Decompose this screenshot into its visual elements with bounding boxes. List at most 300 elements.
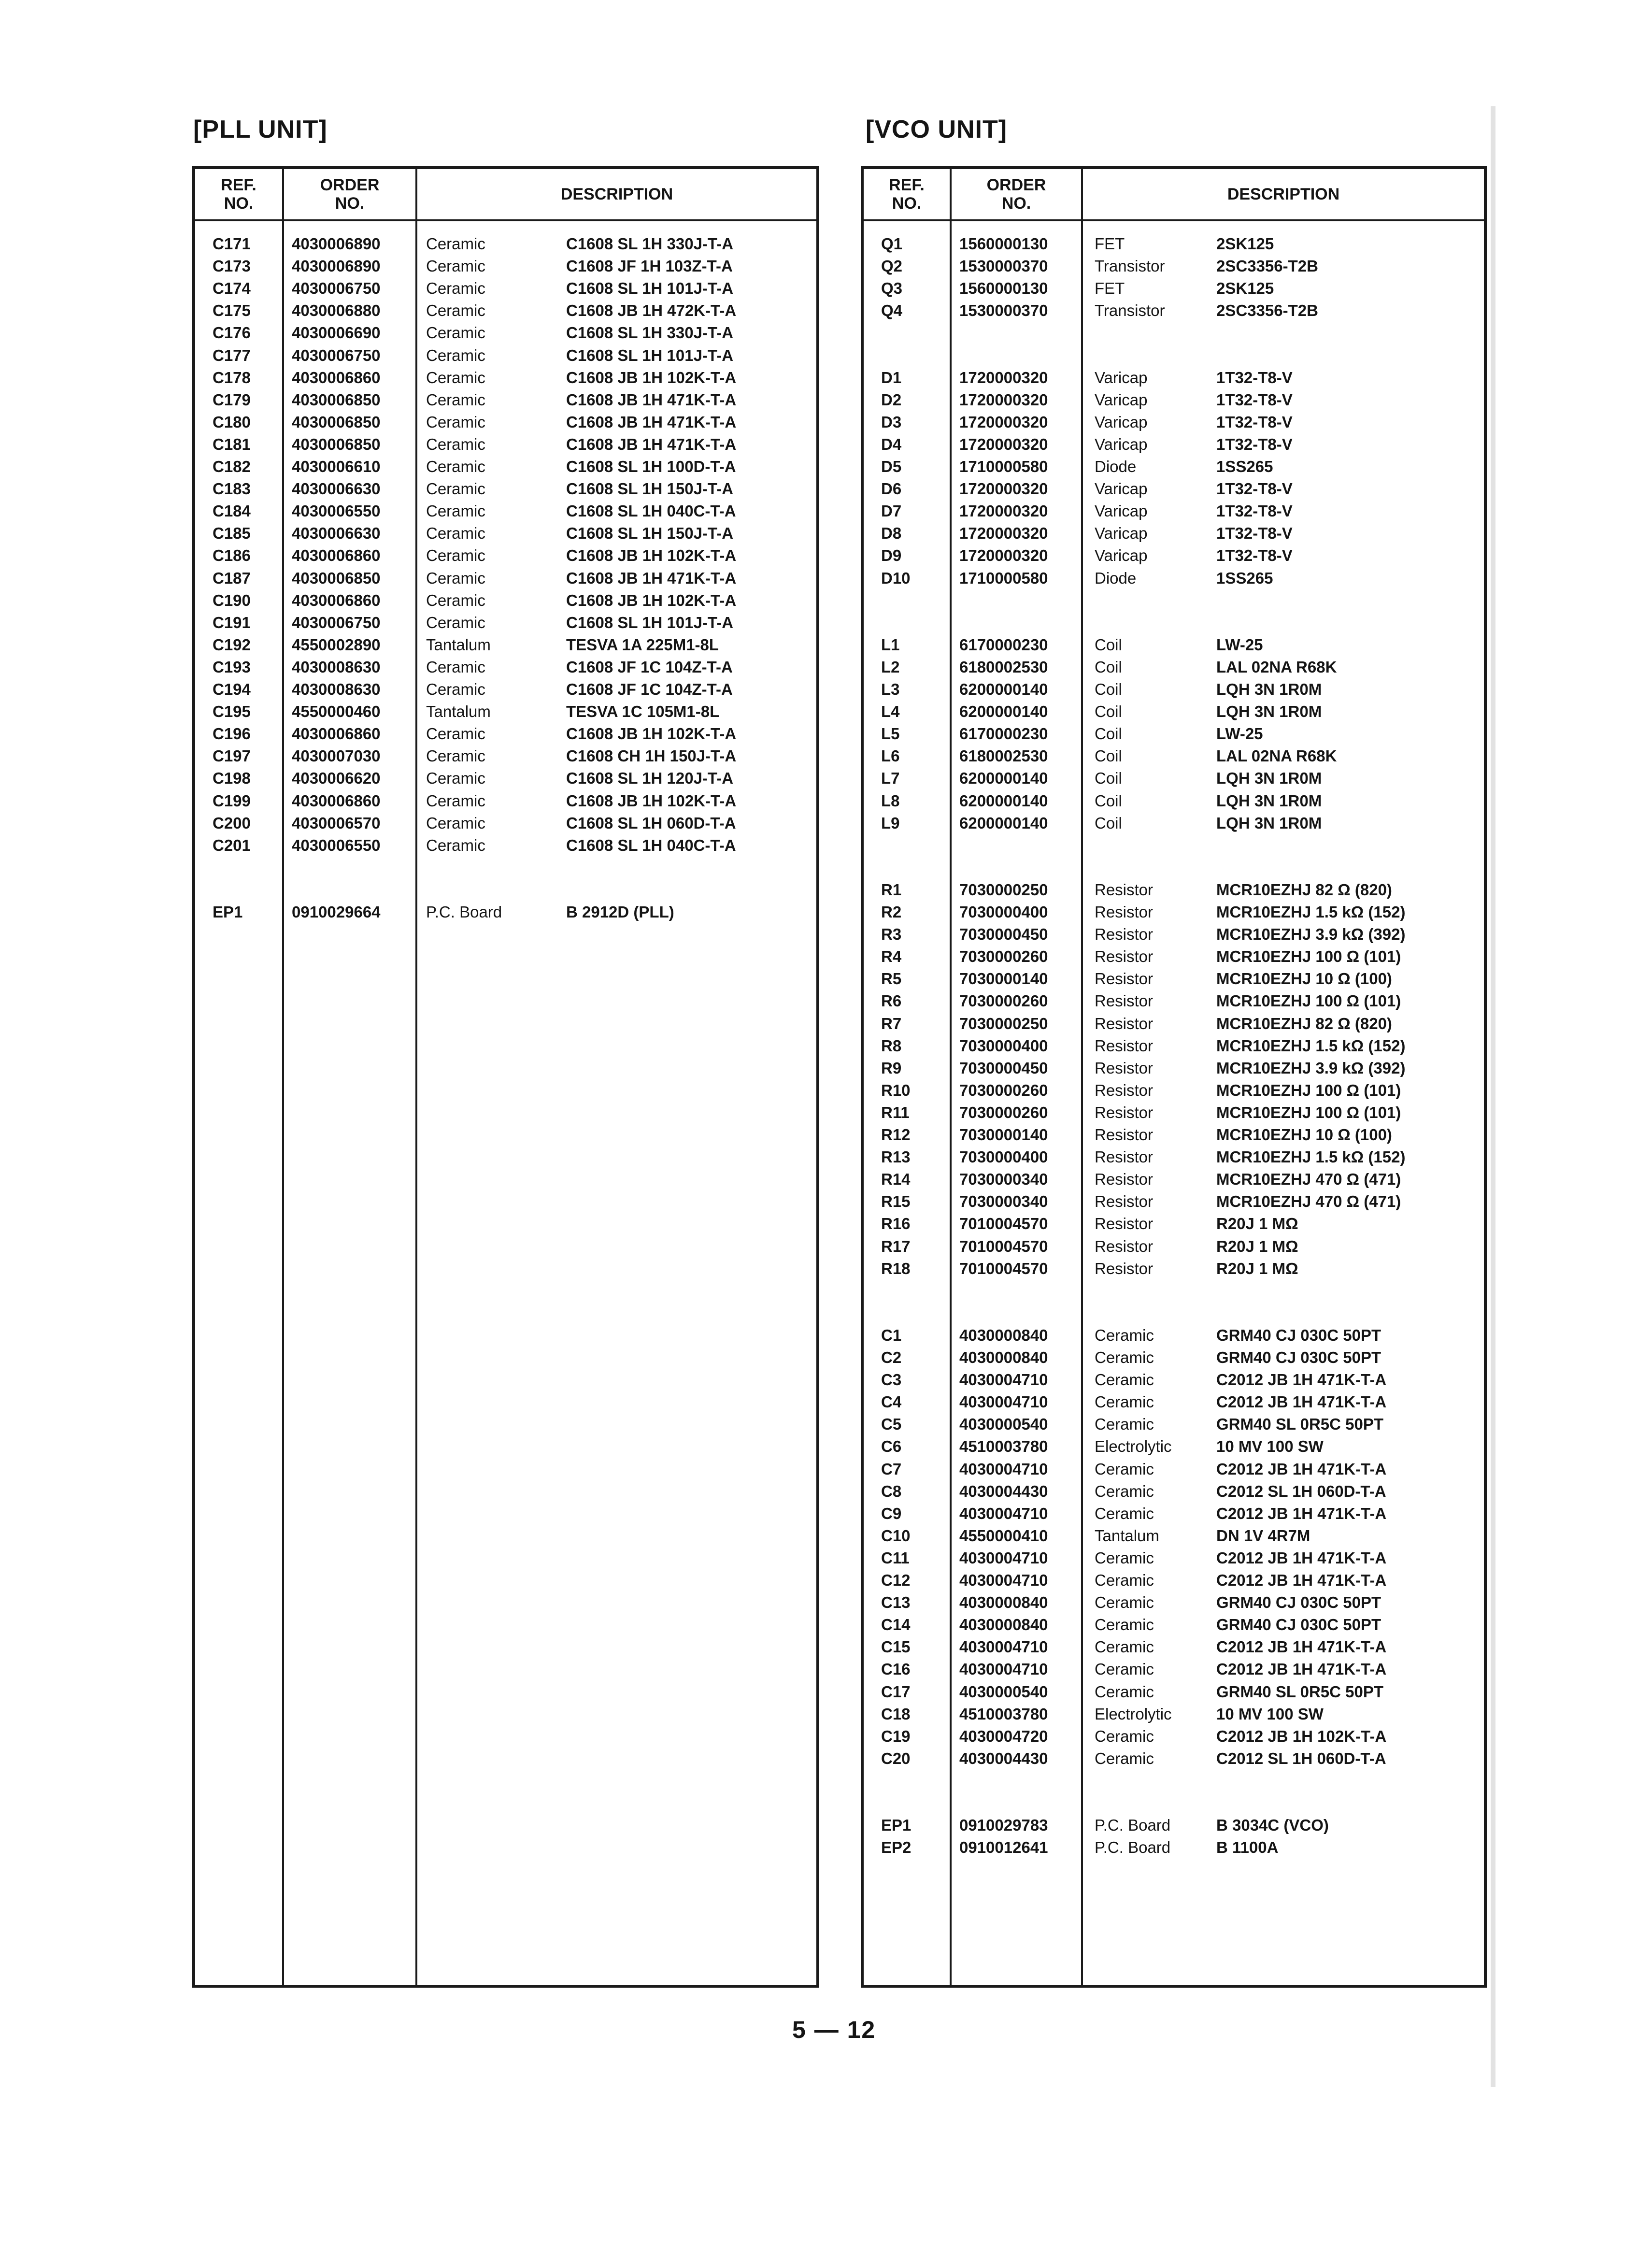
- ref-cell: D2: [881, 390, 902, 409]
- ref-cell: L1: [881, 635, 900, 654]
- order-no-cell: 7030000260: [959, 1103, 1048, 1121]
- order-no-cell: 7030000340: [959, 1192, 1048, 1211]
- ref-cell: D10: [881, 569, 911, 587]
- type-cell: P.C. Board: [426, 903, 502, 921]
- description-cell: 2SK125: [1216, 235, 1274, 253]
- description-cell: C1608 JB 1H 102K-T-A: [566, 725, 737, 743]
- table-row: [864, 723, 1484, 745]
- table-row: [864, 1658, 1484, 1680]
- order-no-cell: 7030000450: [959, 1059, 1048, 1077]
- table-row: [195, 790, 816, 812]
- type-cell: Resistor: [1095, 1215, 1154, 1233]
- table-row: [864, 1725, 1484, 1748]
- description-cell: 2SC3356-T2B: [1216, 257, 1318, 275]
- type-cell: Ceramic: [426, 413, 485, 431]
- description-cell: C1608 JB 1H 471K-T-A: [566, 435, 737, 453]
- ref-cell: C15: [881, 1638, 911, 1656]
- description-cell: 1SS265: [1216, 458, 1273, 475]
- type-cell: P.C. Board: [1095, 1838, 1171, 1857]
- type-cell: Ceramic: [426, 769, 485, 788]
- order-no-cell: 4030006850: [292, 390, 381, 409]
- order-no-cell: 7030000250: [959, 1014, 1048, 1032]
- order-no-cell: 7030000450: [959, 925, 1048, 944]
- table-row: [864, 1369, 1484, 1391]
- description-cell: C1608 SL 1H 101J-T-A: [566, 279, 734, 298]
- header-order-line1: ORDER: [986, 176, 1046, 194]
- order-no-cell: 6170000230: [959, 635, 1048, 654]
- description-cell: C1608 SL 1H 100D-T-A: [566, 458, 736, 475]
- order-no-cell: 4030004710: [959, 1571, 1048, 1589]
- type-cell: Ceramic: [426, 257, 485, 275]
- type-cell: Ceramic: [1095, 1571, 1154, 1589]
- description-cell: 1T32-T8-V: [1216, 368, 1293, 387]
- ref-cell: C186: [213, 546, 251, 565]
- table-row: [864, 1814, 1484, 1836]
- type-cell: Coil: [1095, 791, 1122, 810]
- ref-cell: D9: [881, 546, 902, 565]
- order-no-cell: 4030006610: [292, 458, 381, 475]
- type-cell: Coil: [1095, 658, 1122, 676]
- order-no-cell: 7030000260: [959, 992, 1048, 1010]
- order-no-cell: 1720000320: [959, 502, 1048, 520]
- description-cell: GRM40 SL 0R5C 50PT: [1216, 1415, 1384, 1434]
- header-divider: [864, 219, 1484, 221]
- ref-cell: C173: [213, 257, 251, 275]
- type-cell: Diode: [1095, 569, 1137, 587]
- type-cell: Ceramic: [426, 346, 485, 364]
- description-cell: C1608 JB 1H 472K-T-A: [566, 301, 737, 320]
- description-cell: LQH 3N 1R0M: [1216, 680, 1322, 698]
- ref-cell: C13: [881, 1593, 911, 1612]
- order-no-cell: 4030004710: [959, 1660, 1048, 1678]
- header-ref-line1: REF.: [889, 176, 925, 194]
- ref-cell: L6: [881, 747, 900, 765]
- order-no-cell: 7030000140: [959, 970, 1048, 988]
- order-no-cell: 6170000230: [959, 725, 1048, 743]
- description-cell: C1608 SL 1H 040C-T-A: [566, 836, 736, 854]
- ref-cell: C184: [213, 502, 251, 520]
- table-row: [864, 1391, 1484, 1413]
- order-no-cell: 4030004710: [959, 1371, 1048, 1389]
- table-row: [864, 1413, 1484, 1435]
- type-cell: Coil: [1095, 747, 1122, 765]
- type-cell: Ceramic: [426, 524, 485, 543]
- table-row: [195, 767, 816, 789]
- description-cell: B 1100A: [1216, 1838, 1279, 1857]
- type-cell: Ceramic: [426, 836, 485, 854]
- description-cell: LW-25: [1216, 635, 1263, 654]
- table-row: [864, 790, 1484, 812]
- order-no-cell: 4030004430: [959, 1749, 1048, 1767]
- type-cell: Ceramic: [426, 324, 485, 342]
- table-row: [864, 1748, 1484, 1770]
- order-no-cell: 4030004710: [959, 1638, 1048, 1656]
- ref-cell: EP1: [881, 1816, 911, 1835]
- ref-cell: C14: [881, 1616, 911, 1634]
- description-cell: MCR10EZHJ 1.5 kΩ (152): [1216, 1036, 1406, 1055]
- order-no-cell: 4030006860: [292, 546, 381, 565]
- type-cell: Ceramic: [1095, 1638, 1154, 1656]
- order-no-cell: 0910012641: [959, 1838, 1048, 1857]
- order-no-cell: 1710000580: [959, 458, 1048, 475]
- type-cell: Resistor: [1095, 1081, 1154, 1099]
- order-no-cell: 0910029783: [959, 1816, 1048, 1835]
- ref-cell: C185: [213, 524, 251, 543]
- table-row: [864, 1079, 1484, 1102]
- table-row: [195, 612, 816, 634]
- table-row: [195, 634, 816, 656]
- table-row: [864, 411, 1484, 433]
- table-row: [864, 522, 1484, 545]
- type-cell: Ceramic: [426, 301, 485, 320]
- type-cell: Resistor: [1095, 1148, 1154, 1166]
- order-no-cell: 6200000140: [959, 702, 1048, 721]
- order-no-cell: 1560000130: [959, 235, 1048, 253]
- description-cell: C2012 JB 1H 471K-T-A: [1216, 1548, 1387, 1567]
- table-row: [864, 968, 1484, 990]
- order-no-cell: 4030006750: [292, 279, 381, 298]
- order-no-cell: 4030004430: [959, 1482, 1048, 1500]
- ref-cell: R16: [881, 1215, 911, 1233]
- description-cell: MCR10EZHJ 10 Ω (100): [1216, 1126, 1392, 1144]
- table-row: [864, 1591, 1484, 1614]
- type-cell: Resistor: [1095, 1259, 1154, 1277]
- type-cell: Electrolytic: [1095, 1705, 1172, 1723]
- type-cell: Tantalum: [1095, 1526, 1159, 1545]
- type-cell: Ceramic: [426, 235, 485, 253]
- type-cell: FET: [1095, 235, 1125, 253]
- ref-cell: EP1: [213, 903, 243, 921]
- table-row: [864, 1503, 1484, 1525]
- ref-cell: R17: [881, 1237, 911, 1255]
- table-row: [864, 1213, 1484, 1235]
- ref-cell: C176: [213, 324, 251, 342]
- description-cell: C2012 JB 1H 102K-T-A: [1216, 1727, 1387, 1745]
- order-no-cell: 4030006850: [292, 569, 381, 587]
- table-row: [864, 1324, 1484, 1347]
- ref-cell: R8: [881, 1036, 902, 1055]
- table-row: [864, 478, 1484, 500]
- description-cell: MCR10EZHJ 82 Ω (820): [1216, 1014, 1392, 1032]
- order-no-cell: 4550002890: [292, 635, 381, 654]
- table-row: [864, 1836, 1484, 1859]
- description-cell: C1608 SL 1H 150J-T-A: [566, 524, 734, 543]
- ref-cell: C193: [213, 658, 251, 676]
- table-row: [864, 1703, 1484, 1725]
- table-row: [864, 1258, 1484, 1280]
- order-no-cell: 1720000320: [959, 435, 1048, 453]
- ref-cell: C199: [213, 791, 251, 810]
- ref-cell: L5: [881, 725, 900, 743]
- type-cell: Ceramic: [1095, 1504, 1154, 1522]
- type-cell: Ceramic: [426, 390, 485, 409]
- table-row: [864, 1013, 1484, 1035]
- table-row: [195, 545, 816, 567]
- description-cell: LAL 02NA R68K: [1216, 747, 1337, 765]
- table-row: [195, 678, 816, 701]
- order-no-cell: 4030004710: [959, 1393, 1048, 1411]
- description-cell: C2012 SL 1H 060D-T-A: [1216, 1749, 1386, 1767]
- ref-cell: L4: [881, 702, 900, 721]
- table-row: [195, 701, 816, 723]
- type-cell: Ceramic: [426, 546, 485, 565]
- table-row: [864, 567, 1484, 589]
- ref-cell: D7: [881, 502, 902, 520]
- table-row: [864, 1035, 1484, 1057]
- table-row: [864, 634, 1484, 656]
- type-cell: Resistor: [1095, 970, 1154, 988]
- description-cell: C1608 SL 1H 060D-T-A: [566, 814, 736, 832]
- table-row: [195, 456, 816, 478]
- ref-cell: R12: [881, 1126, 911, 1144]
- type-cell: Tantalum: [426, 702, 491, 721]
- ref-cell: R3: [881, 925, 902, 944]
- description-cell: C1608 JB 1H 471K-T-A: [566, 569, 737, 587]
- description-cell: C1608 SL 1H 150J-T-A: [566, 480, 734, 498]
- description-cell: 1T32-T8-V: [1216, 413, 1293, 431]
- ref-cell: R2: [881, 903, 902, 921]
- header-ref-line2: NO.: [224, 194, 254, 213]
- pll-parts-table: [192, 166, 819, 1988]
- description-cell: LQH 3N 1R0M: [1216, 769, 1322, 788]
- type-cell: Ceramic: [426, 591, 485, 609]
- order-no-cell: 4030006620: [292, 769, 381, 788]
- table-row: [864, 545, 1484, 567]
- order-no-cell: 4030006850: [292, 413, 381, 431]
- table-row: [864, 812, 1484, 834]
- ref-cell: C4: [881, 1393, 902, 1411]
- description-cell: MCR10EZHJ 100 Ω (101): [1216, 992, 1401, 1010]
- ref-cell: R6: [881, 992, 902, 1010]
- order-no-cell: 4030000840: [959, 1593, 1048, 1612]
- table-row: [864, 1057, 1484, 1079]
- table-row: [864, 456, 1484, 478]
- order-no-cell: 4030006860: [292, 368, 381, 387]
- header-order-line2: NO.: [1001, 194, 1031, 213]
- type-cell: Varicap: [1095, 435, 1148, 453]
- description-cell: MCR10EZHJ 1.5 kΩ (152): [1216, 1148, 1406, 1166]
- description-cell: GRM40 CJ 030C 50PT: [1216, 1616, 1381, 1634]
- description-cell: MCR10EZHJ 1.5 kΩ (152): [1216, 903, 1406, 921]
- type-cell: Transistor: [1095, 257, 1165, 275]
- description-header: [417, 169, 816, 219]
- ref-cell: C5: [881, 1415, 902, 1434]
- ref-cell: D8: [881, 524, 902, 543]
- table-row: [864, 1435, 1484, 1458]
- header-divider: [195, 219, 816, 221]
- type-cell: P.C. Board: [1095, 1816, 1171, 1835]
- table-row: [195, 255, 816, 277]
- table-row: [864, 500, 1484, 522]
- type-cell: Ceramic: [1095, 1415, 1154, 1434]
- ref-cell: L7: [881, 769, 900, 788]
- order-no-cell: 6200000140: [959, 769, 1048, 788]
- ref-cell: C16: [881, 1660, 911, 1678]
- type-cell: Ceramic: [1095, 1326, 1154, 1344]
- table-row: [864, 367, 1484, 389]
- ref-cell: C194: [213, 680, 251, 698]
- order-no-cell: 4030006630: [292, 524, 381, 543]
- order-no-cell: 4030007030: [292, 747, 381, 765]
- table-row: [864, 1347, 1484, 1369]
- table-row: [864, 1102, 1484, 1124]
- description-cell: C1608 CH 1H 150J-T-A: [566, 747, 737, 765]
- table-row: [864, 1458, 1484, 1480]
- description-cell: 1T32-T8-V: [1216, 390, 1293, 409]
- type-cell: Resistor: [1095, 1103, 1154, 1121]
- ref-cell: EP2: [881, 1838, 911, 1857]
- ref-cell: C191: [213, 613, 251, 631]
- description-cell: LW-25: [1216, 725, 1263, 743]
- header-ref-line2: NO.: [892, 194, 922, 213]
- order-no-cell: 4510003780: [959, 1437, 1048, 1456]
- type-cell: Tantalum: [426, 635, 491, 654]
- description-cell: C1608 SL 1H 330J-T-A: [566, 324, 734, 342]
- table-row: [195, 478, 816, 500]
- table-row: [864, 277, 1484, 300]
- ref-cell: R1: [881, 880, 902, 899]
- ref-cell: D4: [881, 435, 902, 453]
- ref-cell: R10: [881, 1081, 911, 1099]
- order-no-cell: 4510003780: [959, 1705, 1048, 1723]
- ref-cell: C182: [213, 458, 251, 475]
- table-row: [864, 433, 1484, 456]
- ref-no-header: [195, 169, 282, 219]
- table-row: [195, 277, 816, 300]
- description-cell: GRM40 CJ 030C 50PT: [1216, 1326, 1381, 1344]
- description-cell: MCR10EZHJ 100 Ω (101): [1216, 1081, 1401, 1099]
- type-cell: Coil: [1095, 814, 1122, 832]
- type-cell: Ceramic: [426, 791, 485, 810]
- description-cell: GRM40 CJ 030C 50PT: [1216, 1593, 1381, 1612]
- ref-cell: C192: [213, 635, 251, 654]
- ref-cell: R18: [881, 1259, 911, 1277]
- description-cell: C1608 JF 1C 104Z-T-A: [566, 658, 733, 676]
- ref-cell: C6: [881, 1437, 902, 1456]
- order-no-cell: 6180002530: [959, 747, 1048, 765]
- ref-cell: C2: [881, 1348, 902, 1366]
- order-no-cell: 7030000400: [959, 903, 1048, 921]
- description-cell: C1608 JB 1H 102K-T-A: [566, 368, 737, 387]
- order-no-cell: 7010004570: [959, 1215, 1048, 1233]
- table-row: [864, 745, 1484, 767]
- type-cell: Varicap: [1095, 480, 1148, 498]
- ref-cell: R11: [881, 1103, 910, 1121]
- ref-cell: C190: [213, 591, 251, 609]
- table-row: [195, 901, 816, 923]
- ref-cell: C183: [213, 480, 251, 498]
- table-row: [195, 522, 816, 545]
- type-cell: Resistor: [1095, 947, 1154, 966]
- description-cell: GRM40 SL 0R5C 50PT: [1216, 1682, 1384, 1701]
- ref-cell: L8: [881, 791, 900, 810]
- description-cell: C1608 JB 1H 102K-T-A: [566, 791, 737, 810]
- type-cell: Resistor: [1095, 1192, 1154, 1211]
- ref-cell: C11: [881, 1548, 910, 1567]
- description-cell: C1608 JB 1H 471K-T-A: [566, 390, 737, 409]
- type-cell: Ceramic: [426, 458, 485, 475]
- type-cell: Resistor: [1095, 903, 1154, 921]
- ref-cell: Q4: [881, 301, 903, 320]
- order-no-cell: 7030000400: [959, 1036, 1048, 1055]
- header-order-line2: NO.: [335, 194, 365, 213]
- table-row: [864, 1480, 1484, 1503]
- type-cell: Ceramic: [426, 279, 485, 298]
- description-cell: C1608 JF 1H 103Z-T-A: [566, 257, 733, 275]
- description-cell: C2012 JB 1H 471K-T-A: [1216, 1460, 1387, 1478]
- type-cell: Ceramic: [426, 747, 485, 765]
- ref-cell: C9: [881, 1504, 902, 1522]
- description-cell: R20J 1 MΩ: [1216, 1215, 1298, 1233]
- ref-cell: C17: [881, 1682, 911, 1701]
- table-row: [195, 344, 816, 367]
- table-row: [864, 389, 1484, 411]
- table-row: [195, 656, 816, 678]
- order-no-cell: 1720000320: [959, 524, 1048, 543]
- description-cell: C1608 SL 1H 120J-T-A: [566, 769, 734, 788]
- type-cell: Ceramic: [1095, 1548, 1154, 1567]
- order-no-cell: 4030004710: [959, 1504, 1048, 1522]
- description-cell: LQH 3N 1R0M: [1216, 791, 1322, 810]
- ref-cell: C10: [881, 1526, 911, 1545]
- ref-cell: L2: [881, 658, 900, 676]
- table-row: [864, 233, 1484, 255]
- type-cell: Varicap: [1095, 390, 1148, 409]
- order-no-cell: 4030006880: [292, 301, 381, 320]
- description-cell: MCR10EZHJ 10 Ω (100): [1216, 970, 1392, 988]
- type-cell: Coil: [1095, 702, 1122, 721]
- description-cell: MCR10EZHJ 100 Ω (101): [1216, 1103, 1401, 1121]
- order-no-cell: 0910029664: [292, 903, 381, 921]
- description-cell: MCR10EZHJ 470 Ω (471): [1216, 1170, 1401, 1189]
- table-row: [195, 500, 816, 522]
- vco-parts-table: [861, 166, 1487, 1988]
- order-no-cell: 4030000540: [959, 1415, 1048, 1434]
- table-row: [864, 901, 1484, 923]
- table-row: [864, 1525, 1484, 1547]
- table-row: [195, 433, 816, 456]
- description-cell: MCR10EZHJ 100 Ω (101): [1216, 947, 1401, 966]
- type-cell: Varicap: [1095, 546, 1148, 565]
- order-no-cell: 4030000840: [959, 1616, 1048, 1634]
- type-cell: Resistor: [1095, 925, 1154, 944]
- header-ref-line1: REF.: [221, 176, 256, 194]
- type-cell: Varicap: [1095, 524, 1148, 543]
- order-no-cell: 7030000260: [959, 947, 1048, 966]
- type-cell: Coil: [1095, 769, 1122, 788]
- type-cell: Resistor: [1095, 1014, 1154, 1032]
- type-cell: Ceramic: [426, 569, 485, 587]
- order-no-cell: 4030006750: [292, 613, 381, 631]
- description-cell: MCR10EZHJ 3.9 kΩ (392): [1216, 925, 1406, 944]
- ref-cell: L3: [881, 680, 900, 698]
- description-cell: C1608 SL 1H 101J-T-A: [566, 346, 734, 364]
- table-row: [195, 411, 816, 433]
- order-no-cell: 4030006550: [292, 502, 381, 520]
- description-cell: C2012 JB 1H 471K-T-A: [1216, 1504, 1387, 1522]
- type-cell: Ceramic: [1095, 1660, 1154, 1678]
- order-no-cell: 1560000130: [959, 279, 1048, 298]
- table-row: [195, 389, 816, 411]
- type-cell: Ceramic: [426, 725, 485, 743]
- description-cell: 1SS265: [1216, 569, 1273, 587]
- order-no-cell: 1530000370: [959, 257, 1048, 275]
- description-cell: MCR10EZHJ 470 Ω (471): [1216, 1192, 1401, 1211]
- type-cell: Ceramic: [1095, 1749, 1154, 1767]
- ref-cell: C20: [881, 1749, 911, 1767]
- type-cell: Resistor: [1095, 1170, 1154, 1189]
- order-no-cell: 4030006690: [292, 324, 381, 342]
